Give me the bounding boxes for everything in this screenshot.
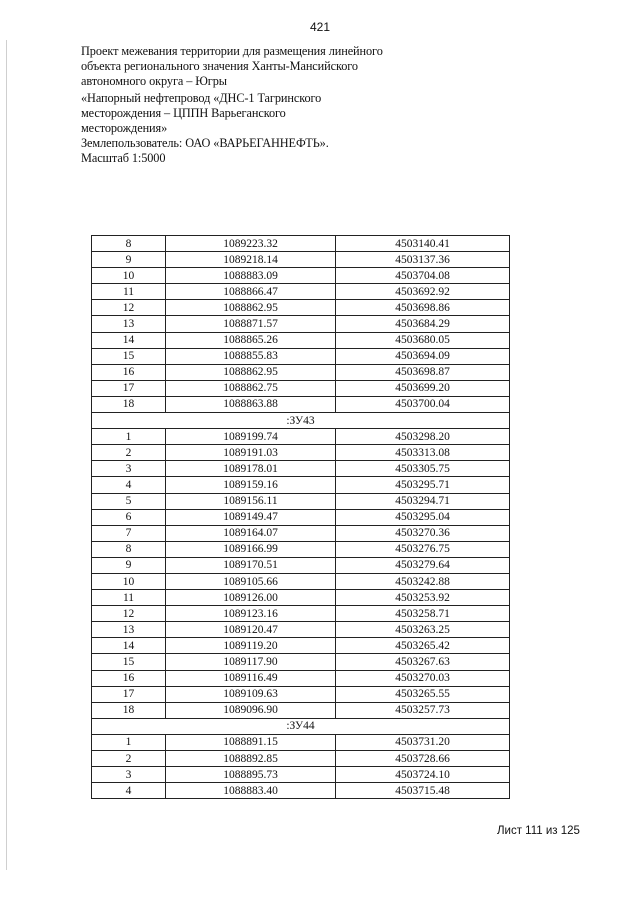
y-coordinate-cell: 4503270.03 — [336, 670, 510, 686]
x-coordinate-cell: 1089096.90 — [166, 702, 336, 718]
header-line: Землепользователь: ОАО «ВАРЬЕГАННЕФТЬ». — [81, 135, 329, 150]
table-row — [92, 525, 510, 541]
y-coordinate-cell: 4503698.86 — [336, 300, 510, 316]
point-number-cell: 18 — [92, 396, 166, 412]
x-coordinate-cell: 1089166.99 — [166, 541, 336, 557]
y-coordinate-cell: 4503279.64 — [336, 557, 510, 573]
x-coordinate-cell: 1089218.14 — [166, 252, 336, 268]
point-number-cell: 11 — [92, 590, 166, 606]
point-number-cell: 18 — [92, 702, 166, 718]
y-coordinate-cell: 4503265.42 — [336, 638, 510, 654]
x-coordinate-cell: 1089191.03 — [166, 445, 336, 461]
scan-edge-line — [6, 40, 7, 870]
y-coordinate-cell: 4503298.20 — [336, 429, 510, 445]
x-coordinate-cell: 1089156.11 — [166, 493, 336, 509]
point-number-cell: 15 — [92, 654, 166, 670]
table-row — [92, 783, 510, 799]
point-number-cell: 3 — [92, 461, 166, 477]
y-coordinate-cell: 4503257.73 — [336, 702, 510, 718]
table-row — [92, 429, 510, 445]
point-number-cell: 10 — [92, 268, 166, 284]
header-line: автономного округа – Югры — [81, 73, 227, 88]
page-number: 421 — [309, 20, 331, 34]
table-row — [92, 654, 510, 670]
table-row — [92, 300, 510, 316]
table-row — [92, 332, 510, 348]
y-coordinate-cell: 4503253.92 — [336, 590, 510, 606]
x-coordinate-cell: 1088891.15 — [166, 734, 336, 750]
table-row — [92, 734, 510, 750]
table-row — [92, 751, 510, 767]
y-coordinate-cell: 4503699.20 — [336, 380, 510, 396]
x-coordinate-cell: 1088895.73 — [166, 767, 336, 783]
y-coordinate-cell: 4503140.41 — [336, 236, 510, 252]
y-coordinate-cell: 4503265.55 — [336, 686, 510, 702]
point-number-cell: 7 — [92, 525, 166, 541]
table-row — [92, 702, 510, 718]
x-coordinate-cell: 1089117.90 — [166, 654, 336, 670]
y-coordinate-cell: 4503263.25 — [336, 622, 510, 638]
y-coordinate-cell: 4503313.08 — [336, 445, 510, 461]
table-row — [92, 284, 510, 300]
point-number-cell: 4 — [92, 477, 166, 493]
x-coordinate-cell: 1088855.83 — [166, 348, 336, 364]
coordinates-table — [91, 235, 510, 799]
table-row — [92, 541, 510, 557]
y-coordinate-cell: 4503700.04 — [336, 396, 510, 412]
table-row — [92, 252, 510, 268]
table-row — [92, 236, 510, 252]
y-coordinate-cell: 4503267.63 — [336, 654, 510, 670]
y-coordinate-cell: 4503295.71 — [336, 477, 510, 493]
point-number-cell: 4 — [92, 783, 166, 799]
table-row — [92, 606, 510, 622]
y-coordinate-cell: 4503698.87 — [336, 364, 510, 380]
point-number-cell: 17 — [92, 686, 166, 702]
x-coordinate-cell: 1088892.85 — [166, 751, 336, 767]
x-coordinate-cell: 1089120.47 — [166, 622, 336, 638]
point-number-cell: 11 — [92, 284, 166, 300]
x-coordinate-cell: 1088865.26 — [166, 332, 336, 348]
point-number-cell: 6 — [92, 509, 166, 525]
y-coordinate-cell: 4503258.71 — [336, 606, 510, 622]
document-header — [81, 44, 421, 165]
point-number-cell: 16 — [92, 364, 166, 380]
x-coordinate-cell: 1089149.47 — [166, 509, 336, 525]
y-coordinate-cell: 4503724.10 — [336, 767, 510, 783]
x-coordinate-cell: 1089223.32 — [166, 236, 336, 252]
table-row — [92, 590, 510, 606]
table-section-row — [92, 718, 510, 734]
table-row — [92, 477, 510, 493]
x-coordinate-cell: 1088871.57 — [166, 316, 336, 332]
table-row — [92, 364, 510, 380]
y-coordinate-cell: 4503704.08 — [336, 268, 510, 284]
table-row — [92, 622, 510, 638]
x-coordinate-cell: 1088883.40 — [166, 783, 336, 799]
point-number-cell: 2 — [92, 445, 166, 461]
section-label: :ЗУ43 — [92, 413, 510, 429]
point-number-cell: 5 — [92, 493, 166, 509]
point-number-cell: 14 — [92, 332, 166, 348]
table-row — [92, 396, 510, 412]
y-coordinate-cell: 4503692.92 — [336, 284, 510, 300]
point-number-cell: 8 — [92, 236, 166, 252]
point-number-cell: 8 — [92, 541, 166, 557]
point-number-cell: 10 — [92, 573, 166, 589]
table-row — [92, 670, 510, 686]
x-coordinate-cell: 1089116.49 — [166, 670, 336, 686]
point-number-cell: 1 — [92, 734, 166, 750]
table-row — [92, 380, 510, 396]
section-label: :ЗУ44 — [92, 718, 510, 734]
x-coordinate-cell: 1089170.51 — [166, 557, 336, 573]
x-coordinate-cell: 1089109.63 — [166, 686, 336, 702]
x-coordinate-cell: 1089164.07 — [166, 525, 336, 541]
table-row — [92, 686, 510, 702]
table-row — [92, 461, 510, 477]
table-row — [92, 445, 510, 461]
point-number-cell: 15 — [92, 348, 166, 364]
point-number-cell: 9 — [92, 252, 166, 268]
header-line: «Напорный нефтепровод «ДНС-1 Тагринского — [81, 91, 322, 106]
table-section-row — [92, 413, 510, 429]
coordinates-table-body — [92, 236, 510, 799]
table-row — [92, 268, 510, 284]
table-row — [92, 573, 510, 589]
point-number-cell: 14 — [92, 638, 166, 654]
x-coordinate-cell: 1089199.74 — [166, 429, 336, 445]
table-row — [92, 767, 510, 783]
table-row — [92, 493, 510, 509]
y-coordinate-cell: 4503270.36 — [336, 525, 510, 541]
header-line: объекта регионального значения Ханты-Мансийского — [81, 58, 358, 73]
point-number-cell: 12 — [92, 606, 166, 622]
point-number-cell: 3 — [92, 767, 166, 783]
y-coordinate-cell: 4503242.88 — [336, 573, 510, 589]
y-coordinate-cell: 4503276.75 — [336, 541, 510, 557]
point-number-cell: 13 — [92, 316, 166, 332]
point-number-cell: 12 — [92, 300, 166, 316]
y-coordinate-cell: 4503305.75 — [336, 461, 510, 477]
point-number-cell: 16 — [92, 670, 166, 686]
x-coordinate-cell: 1089105.66 — [166, 573, 336, 589]
y-coordinate-cell: 4503294.71 — [336, 493, 510, 509]
y-coordinate-cell: 4503731.20 — [336, 734, 510, 750]
x-coordinate-cell: 1088863.88 — [166, 396, 336, 412]
table-row — [92, 638, 510, 654]
x-coordinate-cell: 1088862.95 — [166, 300, 336, 316]
x-coordinate-cell: 1089119.20 — [166, 638, 336, 654]
x-coordinate-cell: 1089126.00 — [166, 590, 336, 606]
y-coordinate-cell: 4503295.04 — [336, 509, 510, 525]
y-coordinate-cell: 4503684.29 — [336, 316, 510, 332]
point-number-cell: 17 — [92, 380, 166, 396]
point-number-cell: 9 — [92, 557, 166, 573]
point-number-cell: 13 — [92, 622, 166, 638]
header-line: месторождения – ЦППН Варьеганского — [81, 106, 286, 121]
y-coordinate-cell: 4503680.05 — [336, 332, 510, 348]
x-coordinate-cell: 1089159.16 — [166, 477, 336, 493]
sheet-number: Лист 111 из 125 — [497, 825, 580, 837]
x-coordinate-cell: 1088862.95 — [166, 364, 336, 380]
header-line: Проект межевания территории для размещения линейного — [81, 44, 383, 58]
header-line: Масштаб 1:5000 — [81, 150, 166, 165]
x-coordinate-cell: 1088883.09 — [166, 268, 336, 284]
y-coordinate-cell: 4503694.09 — [336, 348, 510, 364]
point-number-cell: 1 — [92, 429, 166, 445]
table-row — [92, 348, 510, 364]
header-line: месторождения» — [81, 120, 168, 135]
x-coordinate-cell: 1088866.47 — [166, 284, 336, 300]
table-row — [92, 557, 510, 573]
x-coordinate-cell: 1089178.01 — [166, 461, 336, 477]
y-coordinate-cell: 4503137.36 — [336, 252, 510, 268]
x-coordinate-cell: 1088862.75 — [166, 380, 336, 396]
x-coordinate-cell: 1089123.16 — [166, 606, 336, 622]
y-coordinate-cell: 4503728.66 — [336, 751, 510, 767]
y-coordinate-cell: 4503715.48 — [336, 783, 510, 799]
point-number-cell: 2 — [92, 751, 166, 767]
table-row — [92, 316, 510, 332]
table-row — [92, 509, 510, 525]
